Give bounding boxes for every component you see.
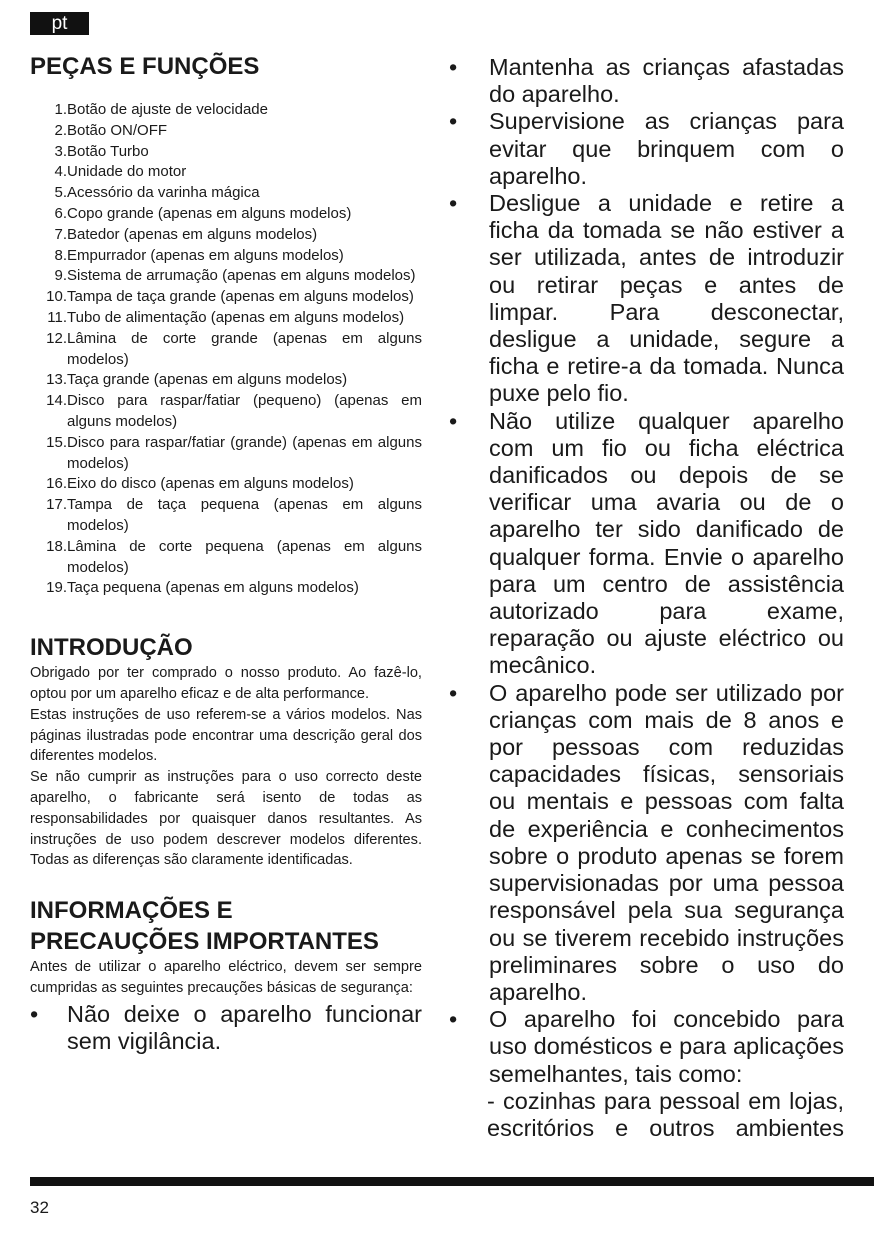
bullet-icon: • <box>449 54 458 80</box>
bullet-item <box>449 54 844 108</box>
parts-item-text: Taça pequena (apenas em alguns modelos) <box>67 579 359 597</box>
parts-item-text: Empurrador (apenas em alguns modelos) <box>67 246 344 264</box>
right-column <box>449 54 844 1142</box>
bullet-icon: • <box>449 108 458 135</box>
parts-item-number: 19. <box>46 579 67 597</box>
parts-item-number: 17. <box>46 496 67 514</box>
parts-item-text: Batedor (apenas em alguns modelos) <box>67 225 318 243</box>
parts-heading: PEÇAS E FUNÇÕES <box>30 53 260 80</box>
continuation-line: escritórios e outros ambientes <box>487 1114 844 1141</box>
intro-section <box>30 633 422 871</box>
bullet-text: Não deixe o aparelho funcionar sem vigilância. <box>67 1000 422 1054</box>
parts-list-item <box>30 183 422 204</box>
parts-list-item <box>30 474 422 495</box>
intro-heading: INTRODUÇÃO <box>30 634 193 662</box>
intro-paragraph: Estas instruções de uso referem-se a vários modelos. Nas páginas ilustradas pode encontrar uma descrição geral dos diferentes modelos. <box>30 706 422 765</box>
parts-list-item <box>30 162 422 183</box>
parts-list-item <box>30 266 422 287</box>
parts-item-text: Unidade do motor <box>67 163 187 181</box>
bullet-text: Desligue a unidade e retire a ficha da tomada se não estiver a ser utilizada, antes de introduzir ou retirar peças e antes de limpar. Para desconectar, desligue a unidade, segure a ficha e retire-a da tomada. Nunca puxe pelo fio. <box>489 190 844 407</box>
parts-list-item <box>30 495 422 537</box>
parts-item-text: Tampa de taça grande (apenas em alguns modelos) <box>67 288 414 306</box>
left-bullet-list <box>30 1001 422 1055</box>
parts-item-number: 1. <box>54 101 67 118</box>
parts-item-text: Tubo de alimentação (apenas em alguns modelos) <box>67 308 405 326</box>
bullet-icon: • <box>449 1006 458 1033</box>
footer-rule <box>30 1177 874 1186</box>
parts-list-item <box>30 287 422 308</box>
parts-item-text: Acessório da varinha mágica <box>67 184 260 202</box>
intro-paragraph: Obrigado por ter comprado o nosso produto. Ao fazê-lo, optou por um aparelho eficaz e de alta performance. <box>30 665 422 702</box>
parts-list-item <box>30 370 422 391</box>
parts-list-item <box>30 100 422 121</box>
parts-list-item <box>30 433 422 475</box>
bullet-item <box>449 680 844 1006</box>
parts-list-item <box>30 329 422 371</box>
parts-item-number: 15. <box>46 433 67 451</box>
continuation-text <box>449 1088 844 1142</box>
parts-item-number: 18. <box>46 537 67 555</box>
bullet-item <box>449 1006 844 1088</box>
parts-list-item <box>30 225 422 246</box>
left-column <box>30 52 422 1055</box>
continuation-line: - cozinhas para pessoal em lojas, <box>487 1087 844 1114</box>
bullet-text: Supervisione as crianças para evitar que brinquem com o aparelho. <box>489 108 844 189</box>
parts-item-number: 7. <box>54 225 67 243</box>
parts-item-text: Eixo do disco (apenas em alguns modelos) <box>67 475 354 493</box>
parts-item-number: 16. <box>46 475 67 493</box>
parts-item-number: 2. <box>54 121 67 139</box>
parts-list-item <box>30 308 422 329</box>
parts-item-number: 10. <box>46 288 67 306</box>
parts-item-number: 11. <box>47 308 67 326</box>
info-heading-line: PRECAUÇÕES IMPORTANTES <box>30 928 379 956</box>
intro-paragraph: Se não cumprir as instruções para o uso correcto deste aparelho, o fabricante será isento de todas as responsabilidades por quaisquer danos resultantes. As instruções de uso podem descrever modelos diferentes. Todas as diferenças são claramente identificadas. <box>30 769 422 869</box>
parts-item-number: 13. <box>46 371 67 389</box>
info-paragraph: Antes de utilizar o aparelho eléctrico, devem ser sempre cumpridas as seguintes precauções básicas de segurança: <box>30 959 422 996</box>
bullet-icon: • <box>449 190 458 217</box>
parts-item-text: Copo grande (apenas em alguns modelos) <box>67 204 352 222</box>
parts-item-text: Tampa de taça pequena (apenas em alguns modelos) <box>67 496 422 534</box>
parts-item-text: Botão ON/OFF <box>67 121 168 139</box>
bullet-icon: • <box>30 1000 39 1027</box>
parts-list-item <box>30 391 422 433</box>
parts-list-item <box>30 204 422 225</box>
parts-item-text: Lâmina de corte grande (apenas em alguns modelos) <box>67 329 422 368</box>
bullet-item <box>449 190 844 408</box>
bullet-icon: • <box>449 407 458 434</box>
parts-item-number: 5. <box>54 184 67 202</box>
parts-item-number: 12. <box>46 329 67 347</box>
bullet-text: O aparelho pode ser utilizado por crianças com mais de 8 anos e por pessoas com reduzidas capacidades físicas, sensoriais ou mentais e pessoas com falta de experiência e conhecimentos sobre o produto apenas se forem supervisionadas por uma pessoa responsável pela sua segurança ou se tiverem recebido instruções preliminares sobre o uso do aparelho. <box>489 679 844 1005</box>
bullet-icon: • <box>449 679 458 706</box>
info-heading <box>30 895 422 957</box>
parts-list-item <box>30 246 422 267</box>
bullet-item <box>449 108 844 190</box>
parts-list-item <box>30 121 422 142</box>
parts-item-number: 14. <box>46 392 67 410</box>
page-number: 32 <box>30 1198 49 1217</box>
parts-list-item <box>30 537 422 579</box>
parts-item-text: Lâmina de corte pequena (apenas em alguns modelos) <box>67 537 422 576</box>
parts-list <box>30 100 422 599</box>
language-tag: pt <box>30 12 89 35</box>
parts-item-number: 8. <box>54 246 67 264</box>
parts-list-item <box>30 578 422 599</box>
parts-item-text: Disco para raspar/fatiar (pequeno) (apenas em alguns modelos) <box>67 392 422 430</box>
bullet-item <box>30 1001 422 1055</box>
parts-list-item <box>30 142 422 163</box>
parts-item-text: Botão de ajuste de velocidade <box>67 101 268 118</box>
info-heading-line: INFORMAÇÕES E <box>30 897 233 925</box>
parts-item-text: Sistema de arrumação (apenas em alguns modelos) <box>67 267 416 285</box>
parts-item-number: 6. <box>54 204 67 222</box>
bullet-text: Não utilize qualquer aparelho com um fio ou ficha eléctrica danificados ou depois de se verificar uma avaria ou de o aparelho ter sido danificado de qualquer forma. Envie o aparelho para um centro de assistência autorizado para exame, reparação ou ajuste eléctrico ou mecânico. <box>489 407 844 679</box>
info-section <box>30 895 422 1055</box>
parts-item-number: 3. <box>54 142 67 160</box>
right-bullet-list <box>449 54 844 1088</box>
parts-item-number: 4. <box>54 163 67 181</box>
parts-item-text: Disco para raspar/fatiar (grande) (apenas em alguns modelos) <box>67 433 422 472</box>
parts-item-number: 9. <box>54 267 67 285</box>
parts-item-text: Taça grande (apenas em alguns modelos) <box>67 371 348 389</box>
parts-item-text: Botão Turbo <box>67 142 149 160</box>
bullet-text: Mantenha as crianças afastadas do aparelho. <box>489 54 844 108</box>
bullet-text: O aparelho foi concebido para uso domésticos e para aplicações semelhantes, tais como: <box>489 1006 844 1087</box>
bullet-item <box>449 408 844 680</box>
